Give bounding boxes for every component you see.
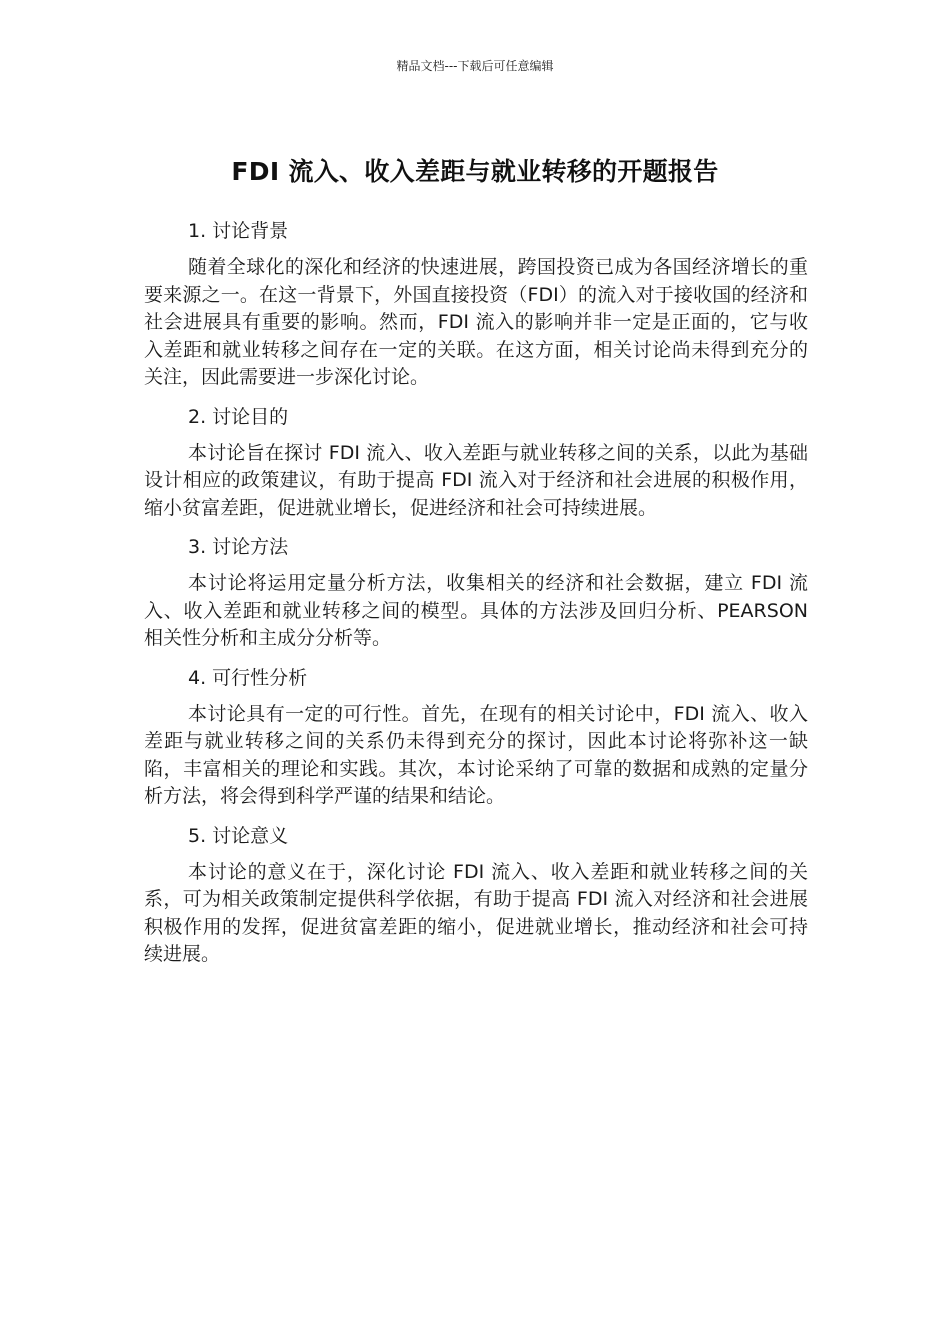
section-paragraph: 本讨论旨在探讨 FDI 流入、收入差距与就业转移之间的关系，以此为基础设计相应的政策建议，有助于提高 FDI 流入对于经济和社会进展的积极作用，缩小贫富差距，促进就业增长，促进经济和社会可持续进展。 bbox=[144, 441, 808, 519]
section-feasibility bbox=[144, 663, 808, 811]
section-heading: 5. 讨论意义 bbox=[188, 824, 289, 847]
document-title: FDI 流入、收入差距与就业转移的开题报告 bbox=[231, 156, 719, 186]
section-background bbox=[144, 216, 808, 392]
section-purpose bbox=[144, 402, 808, 523]
section-significance bbox=[144, 821, 808, 969]
section-paragraph: 本讨论将运用定量分析方法，收集相关的经济和社会数据，建立 FDI 流入、收入差距和就业转移之间的模型。具体的方法涉及回归分析、PEARSON 相关性分析和主成分分析等。 bbox=[144, 572, 808, 649]
section-heading: 3. 讨论方法 bbox=[188, 536, 289, 558]
section-paragraph: 本讨论具有一定的可行性。首先，在现有的相关讨论中，FDI 流入、收入差距与就业转移之间的关系仍未得到充分的探讨，因此本讨论将弥补这一缺陷，丰富相关的理论和实践。其次，本讨论采纳了可靠的数据和成熟的定量分析方法，将会得到科学严谨的结果和结论。 bbox=[144, 702, 808, 807]
section-heading: 4. 可行性分析 bbox=[188, 666, 308, 689]
section-method bbox=[144, 532, 808, 653]
page-header-note: 精品文档---下载后可任意编辑 bbox=[396, 59, 554, 73]
section-paragraph: 本讨论的意义在于，深化讨论 FDI 流入、收入差距和就业转移之间的关系，可为相关政策制定提供科学依据，有助于提高 FDI 流入对经济和社会进展积极作用的发挥，促进贫富差距的缩小，促进就业增长，推动经济和社会可持续进展。 bbox=[144, 860, 808, 965]
section-heading: 1. 讨论背景 bbox=[188, 220, 289, 242]
document-body bbox=[144, 216, 808, 979]
section-paragraph: 随着全球化的深化和经济的快速进展，跨国投资已成为各国经济增长的重要来源之一。在这一背景下，外国直接投资（FDI）的流入对于接收国的经济和社会进展具有重要的影响。然而，FDI 流入的影响并非一定是正面的，它与收入差距和就业转移之间存在一定的关联。在这方面，相关讨论尚未得到充分的关注，因此需要进一步深化讨论。 bbox=[144, 256, 808, 388]
section-heading: 2. 讨论目的 bbox=[188, 405, 289, 428]
